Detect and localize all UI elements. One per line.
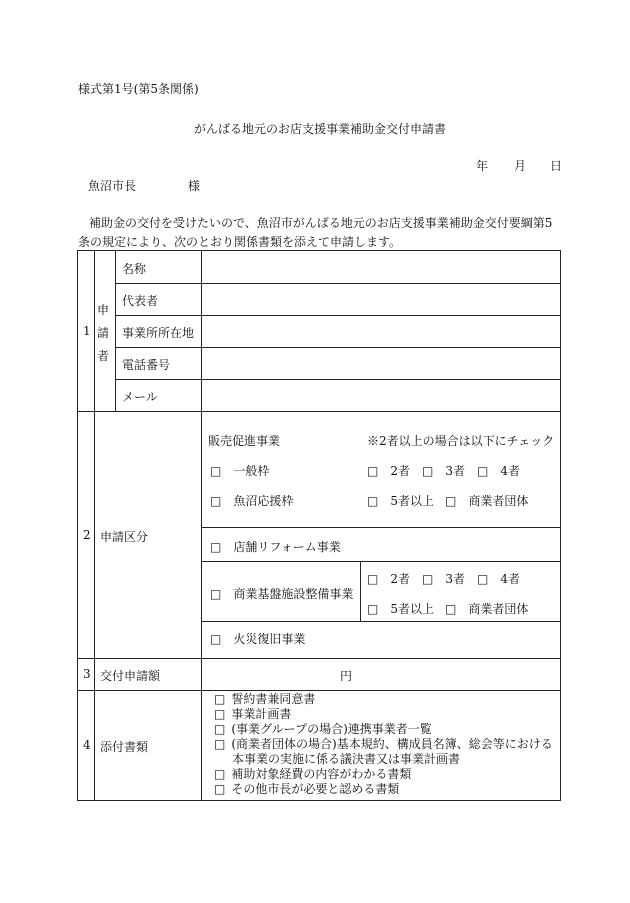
sales-count-5plus[interactable] <box>367 492 434 509</box>
attachment-item-3[interactable] <box>214 722 432 737</box>
section1-number: 1 <box>83 324 91 338</box>
checkbox-icon[interactable]: □ <box>214 767 226 781</box>
field-label-representative: 代表者 <box>122 294 159 308</box>
infra-count-3[interactable] <box>422 570 465 587</box>
body-text-line1: 補助金の交付を受けたいので、魚沼市がんばる地元のお店支援事業補助金交付要綱第5 <box>89 216 553 230</box>
page-title: がんばる地元のお店支援事業補助金交付申請書 <box>194 122 447 136</box>
attachment-item-4-continuation: 本事業の実施に係る議決書又は事業計画書 <box>232 752 461 766</box>
sales-promotion-title: 販売促進事業 <box>208 434 281 448</box>
count-label: 5者以上 <box>390 494 434 508</box>
date-month: 月 <box>514 159 527 173</box>
checkbox-icon[interactable]: □ <box>214 692 226 706</box>
checkbox-icon[interactable]: □ <box>210 540 222 554</box>
count-label: 4者 <box>500 464 520 478</box>
count-label: 2者 <box>390 572 410 586</box>
currency-unit: 円 <box>340 669 353 683</box>
field-label-phone: 電話番号 <box>122 358 171 372</box>
section1-label-char2: 請 <box>97 326 110 340</box>
attachment-label: 事業計画書 <box>231 707 292 721</box>
section1-label-char3: 者 <box>97 349 110 363</box>
checkbox-icon[interactable]: □ <box>367 572 379 586</box>
checkbox-icon[interactable]: □ <box>210 587 222 601</box>
sales-count-3[interactable] <box>422 462 465 479</box>
addressee-honorific: 様 <box>188 179 201 193</box>
option-label: 商業基盤施設整備事業 <box>233 587 354 601</box>
attachment-label: (事業グループの場合)連携事業者一覧 <box>231 722 432 736</box>
section4-number: 4 <box>83 738 91 752</box>
option-label: 店舗リフォーム事業 <box>233 540 341 554</box>
count-label: 4者 <box>500 572 520 586</box>
infra-count-5plus[interactable] <box>367 600 434 617</box>
checkbox-icon[interactable]: □ <box>477 572 489 586</box>
attachment-label: 補助対象経費の内容がわかる書類 <box>231 767 412 781</box>
checkbox-icon[interactable]: □ <box>214 782 226 796</box>
checkbox-icon[interactable]: □ <box>210 632 222 646</box>
checkbox-icon[interactable]: □ <box>422 572 434 586</box>
checkbox-icon[interactable]: □ <box>214 707 226 721</box>
section4-label: 添付書類 <box>100 740 149 754</box>
addressee: 魚沼市長 <box>88 179 137 193</box>
count-label: 3者 <box>445 572 465 586</box>
checkbox-icon[interactable]: □ <box>422 464 434 478</box>
count-label: 商業者団体 <box>468 602 529 616</box>
infra-count-4[interactable] <box>477 570 520 587</box>
checkbox-icon[interactable]: □ <box>214 722 226 736</box>
count-label: 5者以上 <box>390 602 434 616</box>
section1-label-char1: 申 <box>97 303 110 317</box>
attachment-label: 誓約書兼同意書 <box>231 692 316 706</box>
uonuma-support-option[interactable] <box>210 492 293 509</box>
attachment-item-6[interactable] <box>214 782 399 797</box>
field-label-email: メール <box>122 390 158 404</box>
section2-label: 申請区分 <box>100 530 149 544</box>
date-year: 年 <box>476 159 489 173</box>
attachment-item-5[interactable] <box>214 767 411 782</box>
option-label: 一般枠 <box>233 464 270 478</box>
checkbox-icon[interactable]: □ <box>210 464 222 478</box>
checkbox-icon[interactable]: □ <box>367 494 379 508</box>
field-input-email[interactable] <box>203 381 559 410</box>
count-label: 3者 <box>445 464 465 478</box>
checkbox-icon[interactable]: □ <box>210 494 222 508</box>
option-label: 火災復旧事業 <box>233 632 306 646</box>
infra-count-2[interactable] <box>367 570 410 587</box>
body-text-line2: 条の規定により、次のとおり関係書類を添えて申請します。 <box>78 235 402 249</box>
attachment-label: (商業者団体の場合)基本規約、構成員名簿、総会等における <box>231 737 553 751</box>
attachment-label: その他市長が必要と認める書類 <box>231 782 400 796</box>
field-label-address: 事業所所在地 <box>122 326 195 340</box>
option-label: 魚沼応援枠 <box>233 494 294 508</box>
count-label: 商業者団体 <box>468 494 529 508</box>
sales-count-2[interactable] <box>367 462 410 479</box>
sales-count-association[interactable] <box>445 492 528 509</box>
attachment-item-2[interactable] <box>214 707 291 722</box>
checkbox-icon[interactable]: □ <box>477 464 489 478</box>
field-input-name[interactable] <box>203 252 559 282</box>
grant-amount-input[interactable] <box>203 660 559 689</box>
store-reform-option[interactable] <box>210 538 341 555</box>
multi-party-note: ※2者以上の場合は以下にチェック <box>367 434 555 448</box>
date-day: 日 <box>550 159 563 173</box>
attachment-item-4[interactable] <box>214 737 553 752</box>
section3-label: 交付申請額 <box>100 669 161 683</box>
field-input-representative[interactable] <box>203 285 559 314</box>
section2-number: 2 <box>83 528 91 542</box>
checkbox-icon[interactable]: □ <box>445 494 457 508</box>
attachment-item-1[interactable] <box>214 692 315 707</box>
infrastructure-option[interactable] <box>210 585 353 602</box>
fire-recovery-option[interactable] <box>210 630 305 647</box>
field-input-address[interactable] <box>203 317 559 346</box>
infra-count-association[interactable] <box>445 600 528 617</box>
form-number: 様式第1号(第5条関係) <box>78 82 199 96</box>
field-label-name: 名称 <box>122 262 147 276</box>
checkbox-icon[interactable]: □ <box>367 602 379 616</box>
sales-count-4[interactable] <box>477 462 520 479</box>
section3-number: 3 <box>83 667 91 681</box>
checkbox-icon[interactable]: □ <box>445 602 457 616</box>
field-input-phone[interactable] <box>203 349 559 378</box>
checkbox-icon[interactable]: □ <box>214 737 226 751</box>
count-label: 2者 <box>390 464 410 478</box>
checkbox-icon[interactable]: □ <box>367 464 379 478</box>
general-frame-option[interactable] <box>210 462 269 479</box>
